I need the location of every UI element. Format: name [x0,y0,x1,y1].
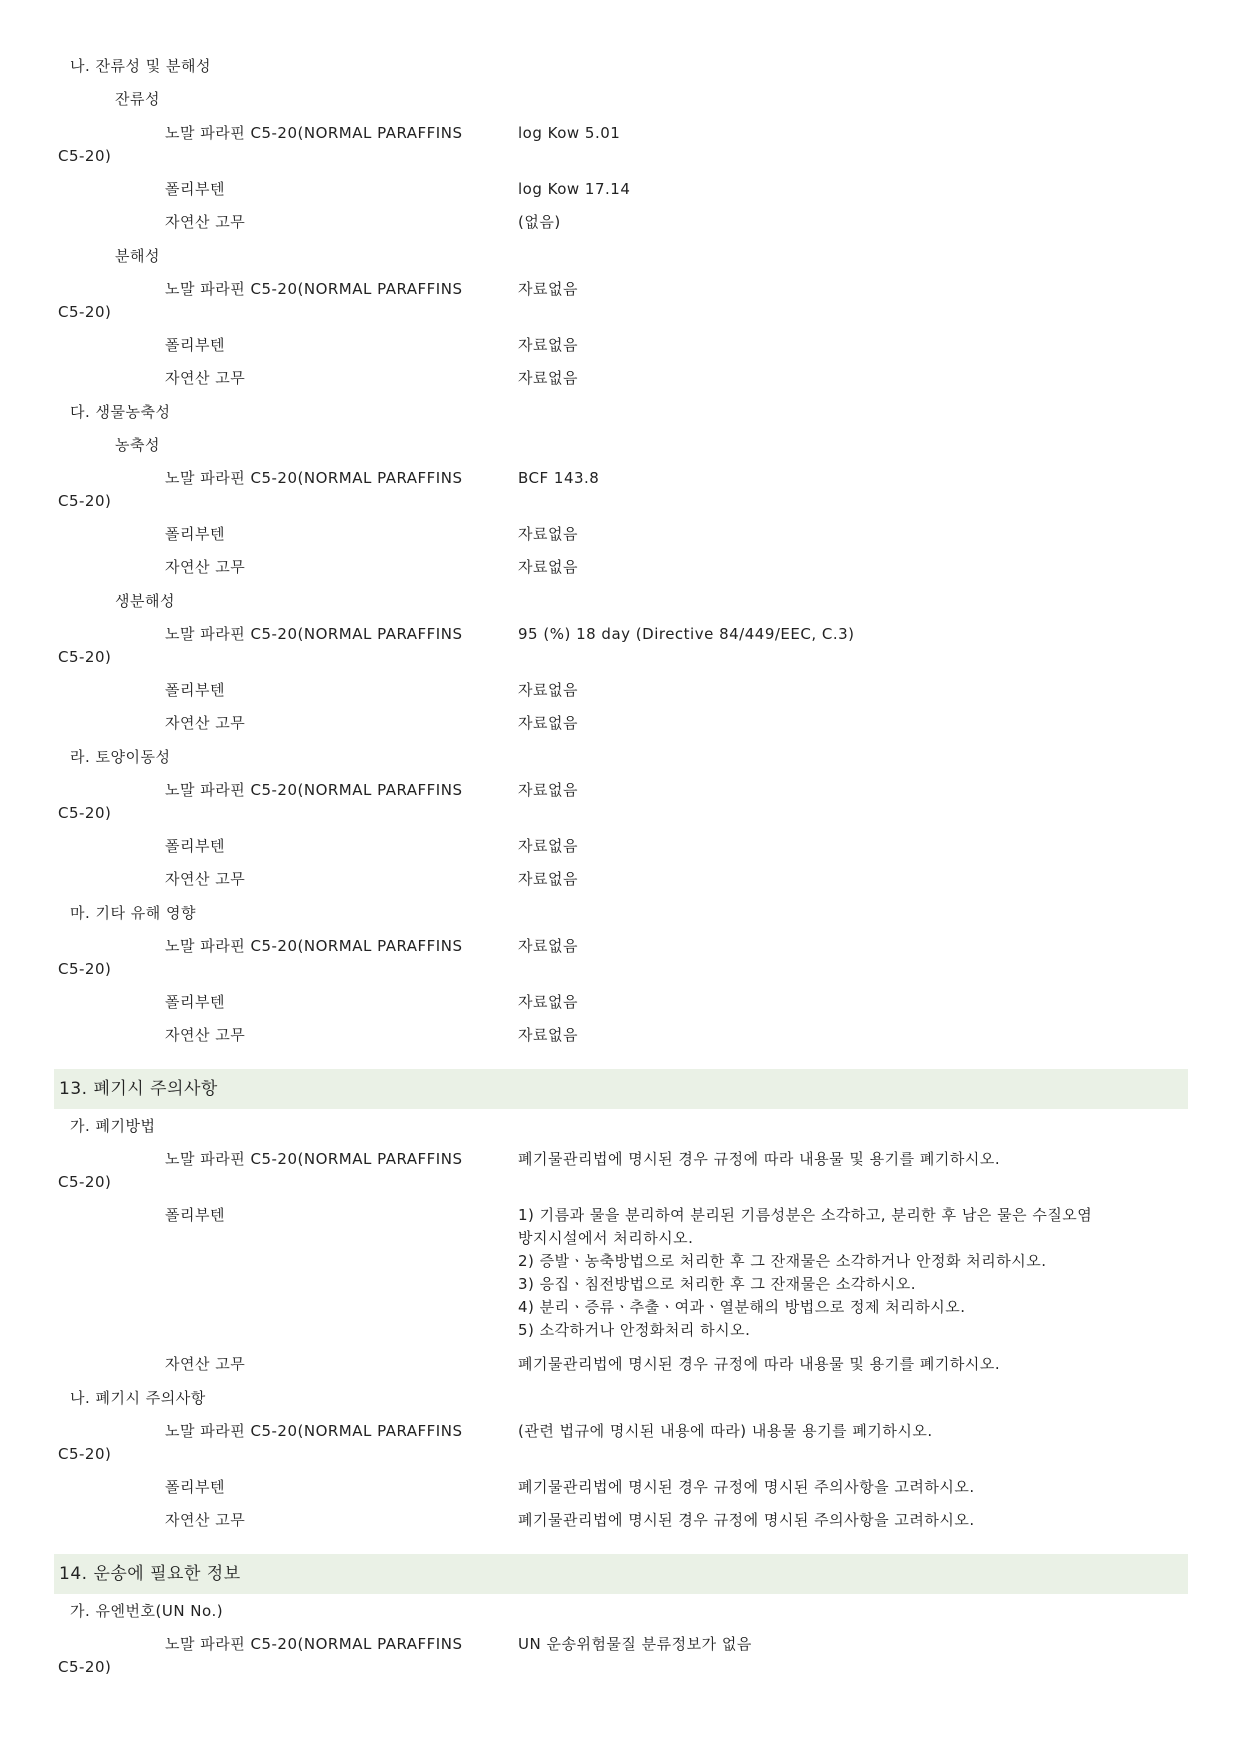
disposal-method-value-natural-rubber: 폐기물관리법에 명시된 경우 규정에 따라 내용물 및 용기를 폐기하시오. [518,1355,1001,1373]
substance-name-polybutene: 폴리부텐 [165,1478,225,1496]
disposal-precautions-value-polybutene: 폐기물관리법에 명시된 경우 규정에 명시된 주의사항을 고려하시오. [518,1478,975,1496]
substance-name-natural-rubber: 자연산 고무 [165,1355,246,1373]
other-effects-value-polybutene: 자료없음 [518,993,578,1011]
substance-name-polybutene: 폴리부텐 [165,1206,225,1224]
substance-name-polybutene: 폴리부텐 [165,525,225,543]
section-heading-band-13 [54,1069,1188,1109]
item-title-biodegradability: 생분해성 [115,592,175,610]
section-heading-14: 14. 운송에 필요한 정보 [59,1564,241,1584]
persistence-value-natural-rubber: (없음) [518,213,561,231]
persistence-value-normal-paraffins: log Kow 5.01 [518,124,621,142]
substance-name-normal-paraffins: 노말 파라핀 C5-20(NORMAL PARAFFINS [165,280,463,298]
subsection-title-other-effects: 마. 기타 유해 영향 [70,904,197,922]
subsection-title-soil-mobility: 라. 토양이동성 [70,748,171,766]
un-number-value-normal-paraffins: UN 운송위험물질 분류정보가 없음 [518,1635,752,1653]
substance-name-normal-paraffins: 노말 파라핀 C5-20(NORMAL PARAFFINS [165,1150,463,1168]
degradability-value-natural-rubber: 자료없음 [518,369,578,387]
substance-name-polybutene: 폴리부텐 [165,180,225,198]
substance-name-polybutene: 폴리부텐 [165,336,225,354]
substance-name-normal-paraffins-cont: C5-20) [58,492,112,510]
persistence-value-polybutene: log Kow 17.14 [518,180,631,198]
section-heading-13: 13. 폐기시 주의사항 [59,1079,218,1099]
substance-name-polybutene: 폴리부텐 [165,837,225,855]
substance-name-normal-paraffins: 노말 파라핀 C5-20(NORMAL PARAFFINS [165,124,463,142]
substance-name-normal-paraffins-cont: C5-20) [58,960,112,978]
disposal-method-polybutene-line: 4) 분리ㆍ증류ㆍ추출ㆍ여과ㆍ열분해의 방법으로 정제 처리하시오. [518,1298,966,1316]
subsection-title-bioaccumulation: 다. 생물농축성 [70,403,171,421]
substance-name-natural-rubber: 자연산 고무 [165,213,246,231]
subsection-title-persistence-degradability: 나. 잔류성 및 분해성 [70,57,211,75]
substance-name-normal-paraffins-cont: C5-20) [58,147,112,165]
bioaccumulation-value-normal-paraffins: BCF 143.8 [518,469,600,487]
substance-name-normal-paraffins-cont: C5-20) [58,1445,112,1463]
substance-name-normal-paraffins-cont: C5-20) [58,804,112,822]
item-title-degradability: 분해성 [115,247,160,265]
biodegradability-value-normal-paraffins: 95 (%) 18 day (Directive 84/449/EEC, C.3) [518,625,855,643]
subsection-title-un-number: 가. 유엔번호(UN No.) [70,1602,224,1620]
substance-name-normal-paraffins: 노말 파라핀 C5-20(NORMAL PARAFFINS [165,1635,463,1653]
substance-name-normal-paraffins-cont: C5-20) [58,303,112,321]
substance-name-natural-rubber: 자연산 고무 [165,870,246,888]
substance-name-normal-paraffins: 노말 파라핀 C5-20(NORMAL PARAFFINS [165,781,463,799]
soil-mobility-value-normal-paraffins: 자료없음 [518,781,578,799]
substance-name-natural-rubber: 자연산 고무 [165,714,246,732]
degradability-value-polybutene: 자료없음 [518,336,578,354]
disposal-method-value-normal-paraffins: 폐기물관리법에 명시된 경우 규정에 따라 내용물 및 용기를 폐기하시오. [518,1150,1001,1168]
disposal-method-polybutene-line: 1) 기름과 물을 분리하여 분리된 기름성분은 소각하고, 분리한 후 남은 물은 수질오염 [518,1206,1093,1224]
bioaccumulation-value-natural-rubber: 자료없음 [518,558,578,576]
section-heading-band-14 [54,1554,1188,1594]
disposal-method-polybutene-line: 방지시설에서 처리하시오. [518,1229,694,1247]
substance-name-natural-rubber: 자연산 고무 [165,1511,246,1529]
biodegradability-value-polybutene: 자료없음 [518,681,578,699]
substance-name-normal-paraffins: 노말 파라핀 C5-20(NORMAL PARAFFINS [165,937,463,955]
disposal-method-polybutene-line: 5) 소각하거나 안정화처리 하시오. [518,1321,751,1339]
substance-name-natural-rubber: 자연산 고무 [165,369,246,387]
substance-name-normal-paraffins-cont: C5-20) [58,1173,112,1191]
substance-name-normal-paraffins: 노말 파라핀 C5-20(NORMAL PARAFFINS [165,469,463,487]
other-effects-value-normal-paraffins: 자료없음 [518,937,578,955]
substance-name-normal-paraffins: 노말 파라핀 C5-20(NORMAL PARAFFINS [165,1422,463,1440]
disposal-precautions-value-natural-rubber: 폐기물관리법에 명시된 경우 규정에 명시된 주의사항을 고려하시오. [518,1511,975,1529]
subsection-title-disposal-method: 가. 폐기방법 [70,1117,156,1135]
substance-name-normal-paraffins: 노말 파라핀 C5-20(NORMAL PARAFFINS [165,625,463,643]
bioaccumulation-value-polybutene: 자료없음 [518,525,578,543]
item-title-persistence: 잔류성 [115,90,160,108]
disposal-precautions-value-normal-paraffins: (관련 법규에 명시된 내용에 따라) 내용물 용기를 폐기하시오. [518,1422,933,1440]
subsection-title-disposal-precautions: 나. 폐기시 주의사항 [70,1389,206,1407]
item-title-bioaccumulation: 농축성 [115,436,160,454]
soil-mobility-value-natural-rubber: 자료없음 [518,870,578,888]
substance-name-natural-rubber: 자연산 고무 [165,558,246,576]
substance-name-normal-paraffins-cont: C5-20) [58,648,112,666]
soil-mobility-value-polybutene: 자료없음 [518,837,578,855]
substance-name-normal-paraffins-cont: C5-20) [58,1658,112,1676]
substance-name-polybutene: 폴리부텐 [165,681,225,699]
substance-name-natural-rubber: 자연산 고무 [165,1026,246,1044]
substance-name-polybutene: 폴리부텐 [165,993,225,1011]
degradability-value-normal-paraffins: 자료없음 [518,280,578,298]
biodegradability-value-natural-rubber: 자료없음 [518,714,578,732]
disposal-method-polybutene-line: 2) 증발ㆍ농축방법으로 처리한 후 그 잔재물은 소각하거나 안정화 처리하시오. [518,1252,1047,1270]
disposal-method-polybutene-line: 3) 응집ㆍ침전방법으로 처리한 후 그 잔재물은 소각하시오. [518,1275,917,1293]
other-effects-value-natural-rubber: 자료없음 [518,1026,578,1044]
